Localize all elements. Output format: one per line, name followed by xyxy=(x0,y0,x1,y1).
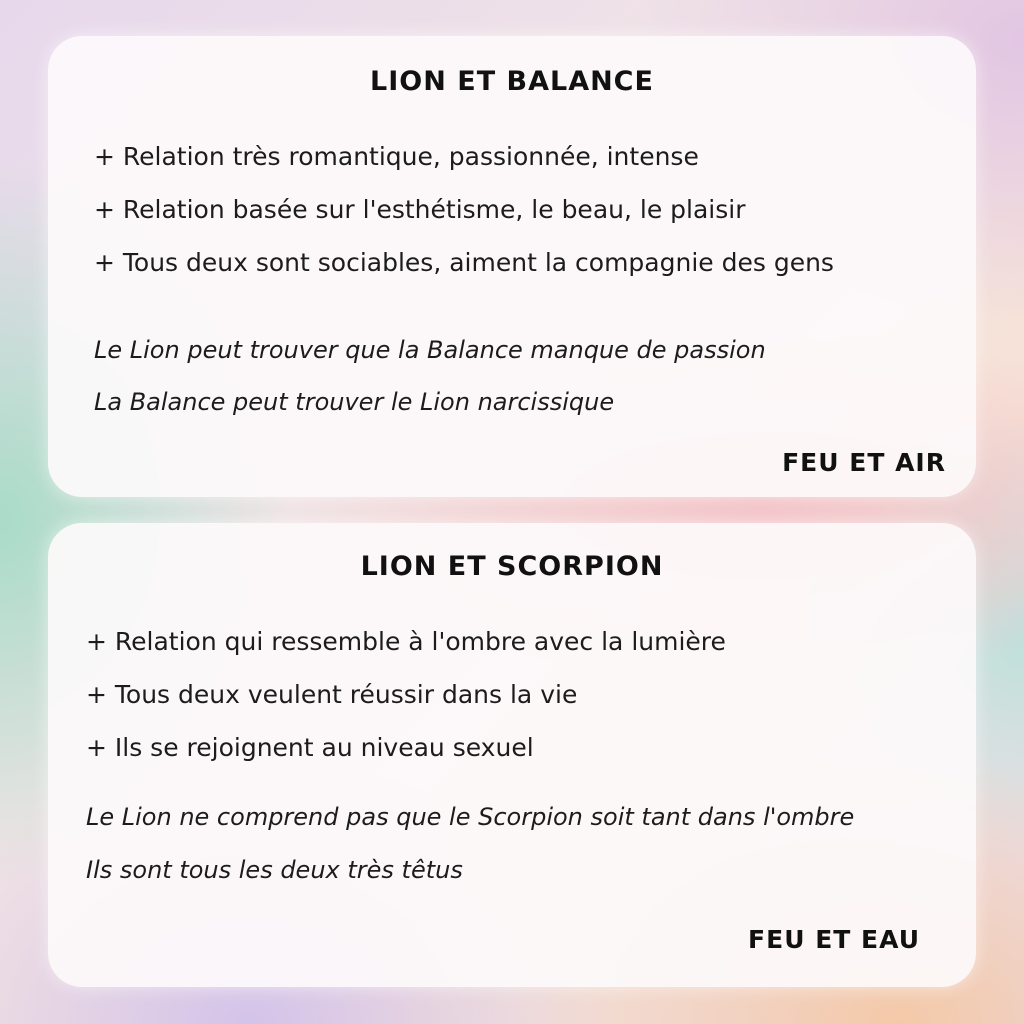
card-title: LION ET BALANCE xyxy=(370,66,654,97)
positive-item: + Relation qui ressemble à l'ombre avec la lumière xyxy=(86,627,726,656)
positive-item: + Relation très romantique, passionnée, intense xyxy=(94,142,699,171)
positive-item: + Ils se rejoignent au niveau sexuel xyxy=(86,733,534,762)
negative-item: Le Lion peut trouver que la Balance manque de passion xyxy=(94,336,766,364)
positive-item: + Tous deux veulent réussir dans la vie xyxy=(86,680,578,709)
elements-label: FEU ET AIR xyxy=(782,448,946,477)
positive-item: + Relation basée sur l'esthétisme, le beau, le plaisir xyxy=(94,195,746,224)
compatibility-card-lion-balance xyxy=(48,36,976,497)
negative-item: La Balance peut trouver le Lion narcissique xyxy=(94,388,615,416)
negative-item: Le Lion ne comprend pas que le Scorpion soit tant dans l'ombre xyxy=(86,803,855,831)
elements-label: FEU ET EAU xyxy=(748,925,920,954)
card-title: LION ET SCORPION xyxy=(360,551,664,582)
negative-item: Ils sont tous les deux très têtus xyxy=(86,856,463,884)
compatibility-card-lion-scorpion xyxy=(48,523,976,987)
positive-item: + Tous deux sont sociables, aiment la compagnie des gens xyxy=(94,248,834,277)
